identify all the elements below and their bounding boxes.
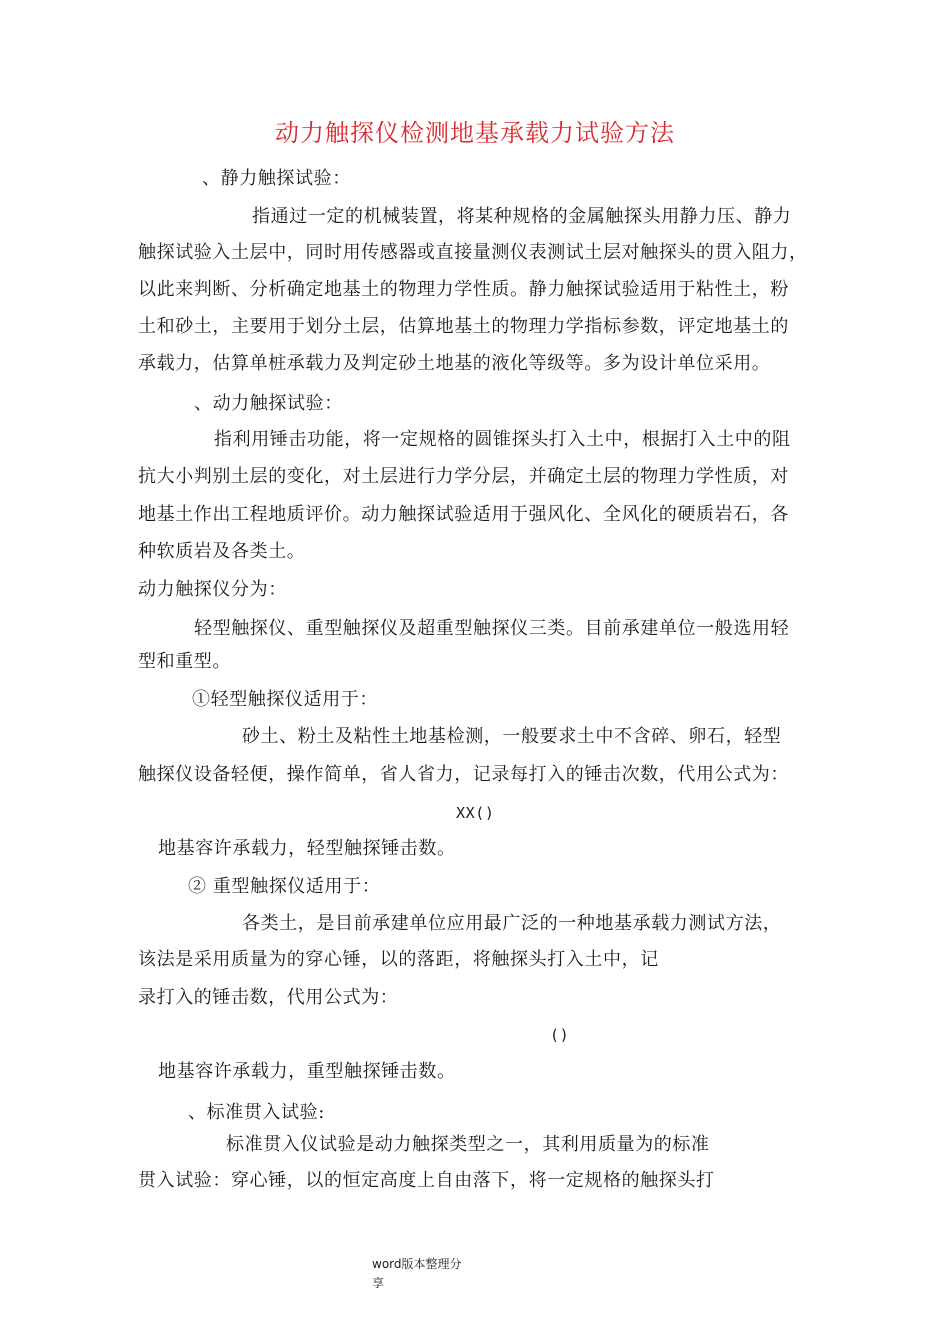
paragraph-line: 各类土，是目前承建单位应用最广泛的一种地基承载力测试方法， <box>242 913 782 934</box>
paragraph-line: 地基土作出工程地质评价。动力触探试验适用于强风化、全风化的硬质岩石，各 <box>138 504 789 525</box>
footer-line: 享 <box>372 1276 385 1290</box>
formula-heavy: () <box>550 1026 570 1044</box>
paragraph-line: 型和重型。 <box>138 651 231 672</box>
section-heading-dynamic-cpt: 、动力触探试验： <box>194 393 343 414</box>
subheading-light-penetrometer: ①轻型触探仪适用于： <box>192 689 378 710</box>
paragraph-line: 贯入试验：穿心锤，以的恒定高度上自由落下，将一定规格的触探头打 <box>138 1170 715 1191</box>
paragraph-line: 地基容许承载力，轻型触探锤击数。 <box>158 838 456 859</box>
paragraph-line: 标准贯入仪试验是动力触探类型之一，其利用质量为的标准 <box>226 1134 710 1155</box>
paragraph-line: 触探仪设备轻便，操作简单，省人省力，记录每打入的锤击次数，代用公式为： <box>138 764 789 785</box>
section-heading-static-cpt: 、静力触探试验： <box>202 168 351 189</box>
document-title: 动力触探仪检测地基承载力试验方法 <box>275 119 675 147</box>
paragraph-line: 以此来判断、分析确定地基土的物理力学性质。静力触探试验适用于粘性土，粉 <box>138 279 789 300</box>
paragraph-line: 土和砂土，主要用于划分土层，估算地基土的物理力学指标参数，评定地基土的 <box>138 316 789 337</box>
paragraph-line: 砂土、粉土及粘性土地基检测，一般要求土中不含碎、卵石，轻型 <box>242 726 782 747</box>
paragraph-line: 触探试验入土层中，同时用传感器或直接量测仪表测试土层对触探头的贯入阻力， <box>138 242 808 263</box>
paragraph-line: 承载力，估算单桩承载力及判定砂土地基的液化等级等。多为设计单位采用。 <box>138 353 771 374</box>
paragraph-line: 种软质岩及各类土。 <box>138 541 306 562</box>
paragraph-line: 抗大小判别土层的变化，对土层进行力学分层，并确定土层的物理力学性质，对 <box>138 466 789 487</box>
paragraph-line: 地基容许承载力，重型触探锤击数。 <box>158 1061 456 1082</box>
paragraph-line: 指利用锤击功能，将一定规格的圆锥探头打入土中，根据打入土中的阻 <box>214 429 791 450</box>
subheading-heavy-penetrometer: ② 重型触探仪适用于： <box>188 876 381 897</box>
paragraph-line: 录打入的锤击数，代用公式为： <box>138 987 399 1008</box>
paragraph-line: 该法是采用质量为的穿心锤，以的落距，将触探头打入土中，记 <box>138 949 659 970</box>
paragraph-line: 指通过一定的机械装置，将某种规格的金属触探头用静力压、静力 <box>252 206 792 227</box>
section-heading-spt: 、标准贯入试验: <box>188 1102 325 1123</box>
footer-line: word版本整理分 <box>372 1257 462 1271</box>
formula-light: XX() <box>456 804 495 822</box>
paragraph-line: 轻型触探仪、重型触探仪及超重型触探仪三类。目前承建单位一般选用轻 <box>194 618 790 639</box>
paragraph-line: 动力触探仪分为： <box>138 579 287 600</box>
